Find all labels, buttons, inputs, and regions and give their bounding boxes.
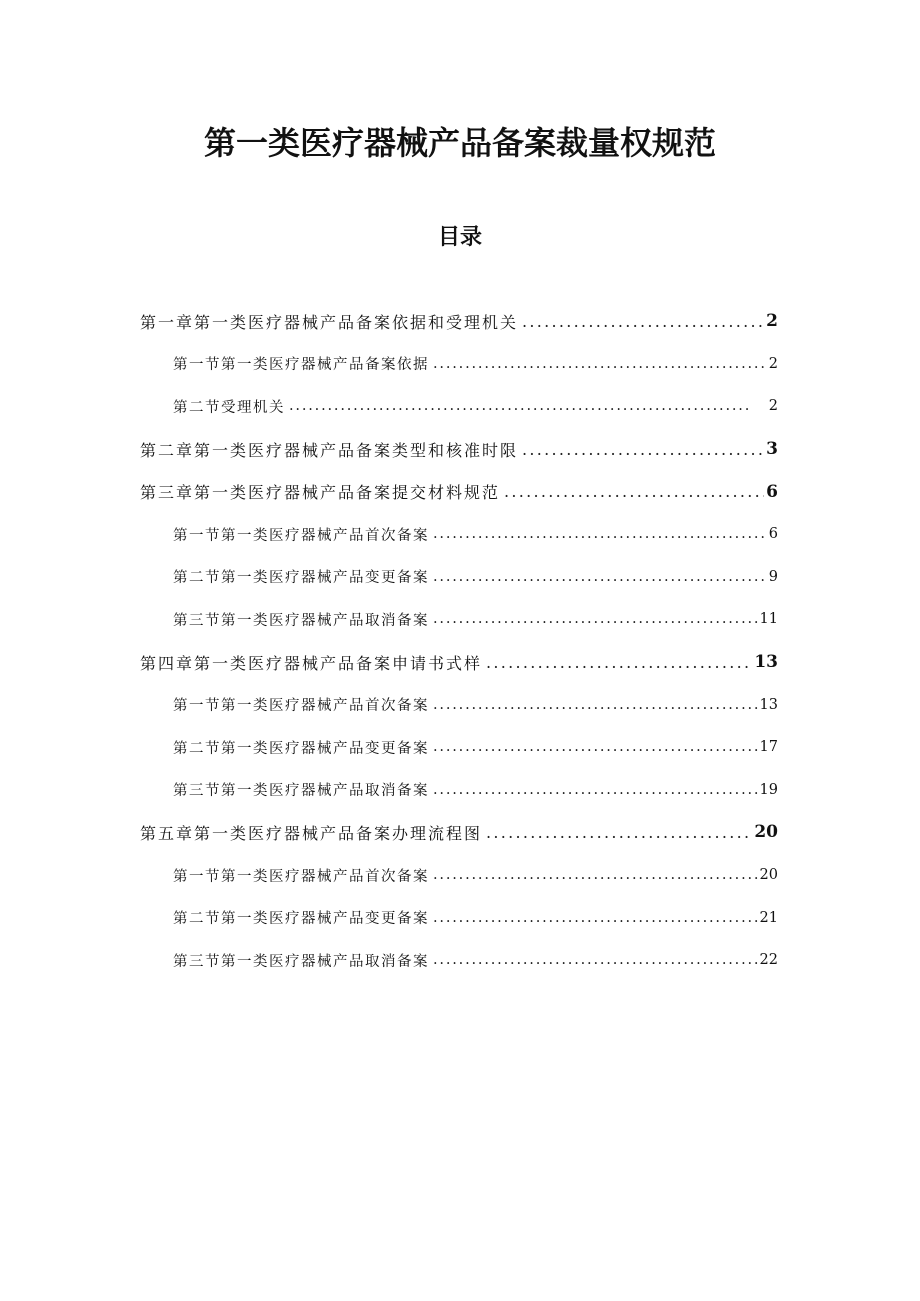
toc-page-number: 11	[759, 611, 778, 628]
toc-chapter-entry[interactable]	[0, 641, 920, 684]
toc-entry-title: 第三章第一类医疗器械产品备案提交材料规范	[140, 483, 501, 503]
toc-page-number: 20	[759, 867, 778, 884]
toc-entry-title: 第一节第一类医疗器械产品首次备案	[173, 698, 429, 715]
table-of-contents	[0, 300, 920, 982]
toc-section-entry[interactable]	[0, 513, 920, 556]
toc-page-number: 22	[759, 952, 778, 969]
toc-entry-title: 第一节第一类医疗器械产品备案依据	[173, 357, 429, 374]
toc-dot-leader	[433, 739, 758, 755]
toc-section-entry[interactable]	[0, 598, 920, 641]
toc-dot-leader	[486, 653, 752, 672]
toc-page-number: 21	[759, 909, 778, 926]
toc-page-number: 19	[759, 781, 778, 798]
toc-page-number: 13	[759, 696, 778, 713]
toc-section-entry[interactable]	[0, 854, 920, 897]
toc-dot-leader	[433, 952, 758, 968]
toc-dot-leader	[433, 782, 758, 798]
toc-dot-leader	[433, 569, 767, 585]
toc-entry-title: 第二节第一类医疗器械产品变更备案	[173, 911, 429, 928]
toc-chapter-entry[interactable]	[0, 811, 920, 854]
toc-dot-leader	[504, 482, 764, 501]
toc-dot-leader	[486, 823, 752, 842]
toc-section-entry[interactable]	[0, 343, 920, 386]
toc-section-entry[interactable]	[0, 939, 920, 982]
toc-section-entry[interactable]	[0, 726, 920, 769]
toc-page-number: 2	[768, 355, 778, 372]
toc-entry-title: 第二节第一类医疗器械产品变更备案	[173, 570, 429, 587]
toc-section-entry[interactable]	[0, 556, 920, 599]
toc-page-number: 2	[766, 311, 778, 332]
toc-entry-title: 第三节第一类医疗器械产品取消备案	[173, 783, 429, 800]
toc-section-entry[interactable]	[0, 385, 920, 428]
toc-heading: 目录	[437, 225, 482, 250]
toc-dot-leader	[433, 611, 758, 627]
toc-dot-leader	[433, 910, 758, 926]
toc-page-number: 6	[768, 526, 778, 543]
toc-entry-title: 第五章第一类医疗器械产品备案办理流程图	[140, 823, 483, 843]
toc-dot-leader	[433, 356, 767, 372]
toc-page-number: 13	[754, 652, 778, 673]
toc-entry-title: 第四章第一类医疗器械产品备案申请书式样	[140, 653, 483, 673]
toc-entry-title: 第三节第一类医疗器械产品取消备案	[173, 953, 429, 970]
toc-entry-title: 第二章第一类医疗器械产品备案类型和核准时限	[140, 440, 519, 460]
toc-dot-leader	[522, 312, 764, 331]
toc-dot-leader	[522, 440, 764, 459]
toc-entry-title: 第一章第一类医疗器械产品备案依据和受理机关	[140, 312, 519, 332]
toc-section-entry[interactable]	[0, 769, 920, 812]
toc-section-entry[interactable]	[0, 683, 920, 726]
toc-page-number: 17	[759, 739, 778, 756]
toc-chapter-entry[interactable]	[0, 428, 920, 471]
toc-chapter-entry[interactable]	[0, 470, 920, 513]
toc-page-number: 9	[768, 568, 778, 585]
toc-entry-title: 第二节第一类医疗器械产品变更备案	[173, 740, 429, 757]
toc-page-number: 3	[766, 439, 778, 460]
toc-entry-title: 第三节第一类医疗器械产品取消备案	[173, 612, 429, 629]
document-title: 第一类医疗器械产品备案裁量权规范	[203, 124, 716, 162]
toc-entry-title: 第一节第一类医疗器械产品首次备案	[173, 527, 429, 544]
toc-section-entry[interactable]	[0, 896, 920, 939]
toc-page-number: 2	[768, 398, 778, 415]
toc-chapter-entry[interactable]	[0, 300, 920, 343]
toc-dot-leader	[433, 526, 767, 542]
toc-dot-leader	[289, 398, 767, 414]
toc-page-number: 20	[754, 822, 778, 843]
toc-dot-leader	[433, 867, 758, 883]
toc-entry-title: 第二节受理机关	[173, 399, 285, 416]
toc-dot-leader	[433, 697, 758, 713]
toc-entry-title: 第一节第一类医疗器械产品首次备案	[173, 868, 429, 885]
toc-page-number: 6	[766, 481, 778, 502]
